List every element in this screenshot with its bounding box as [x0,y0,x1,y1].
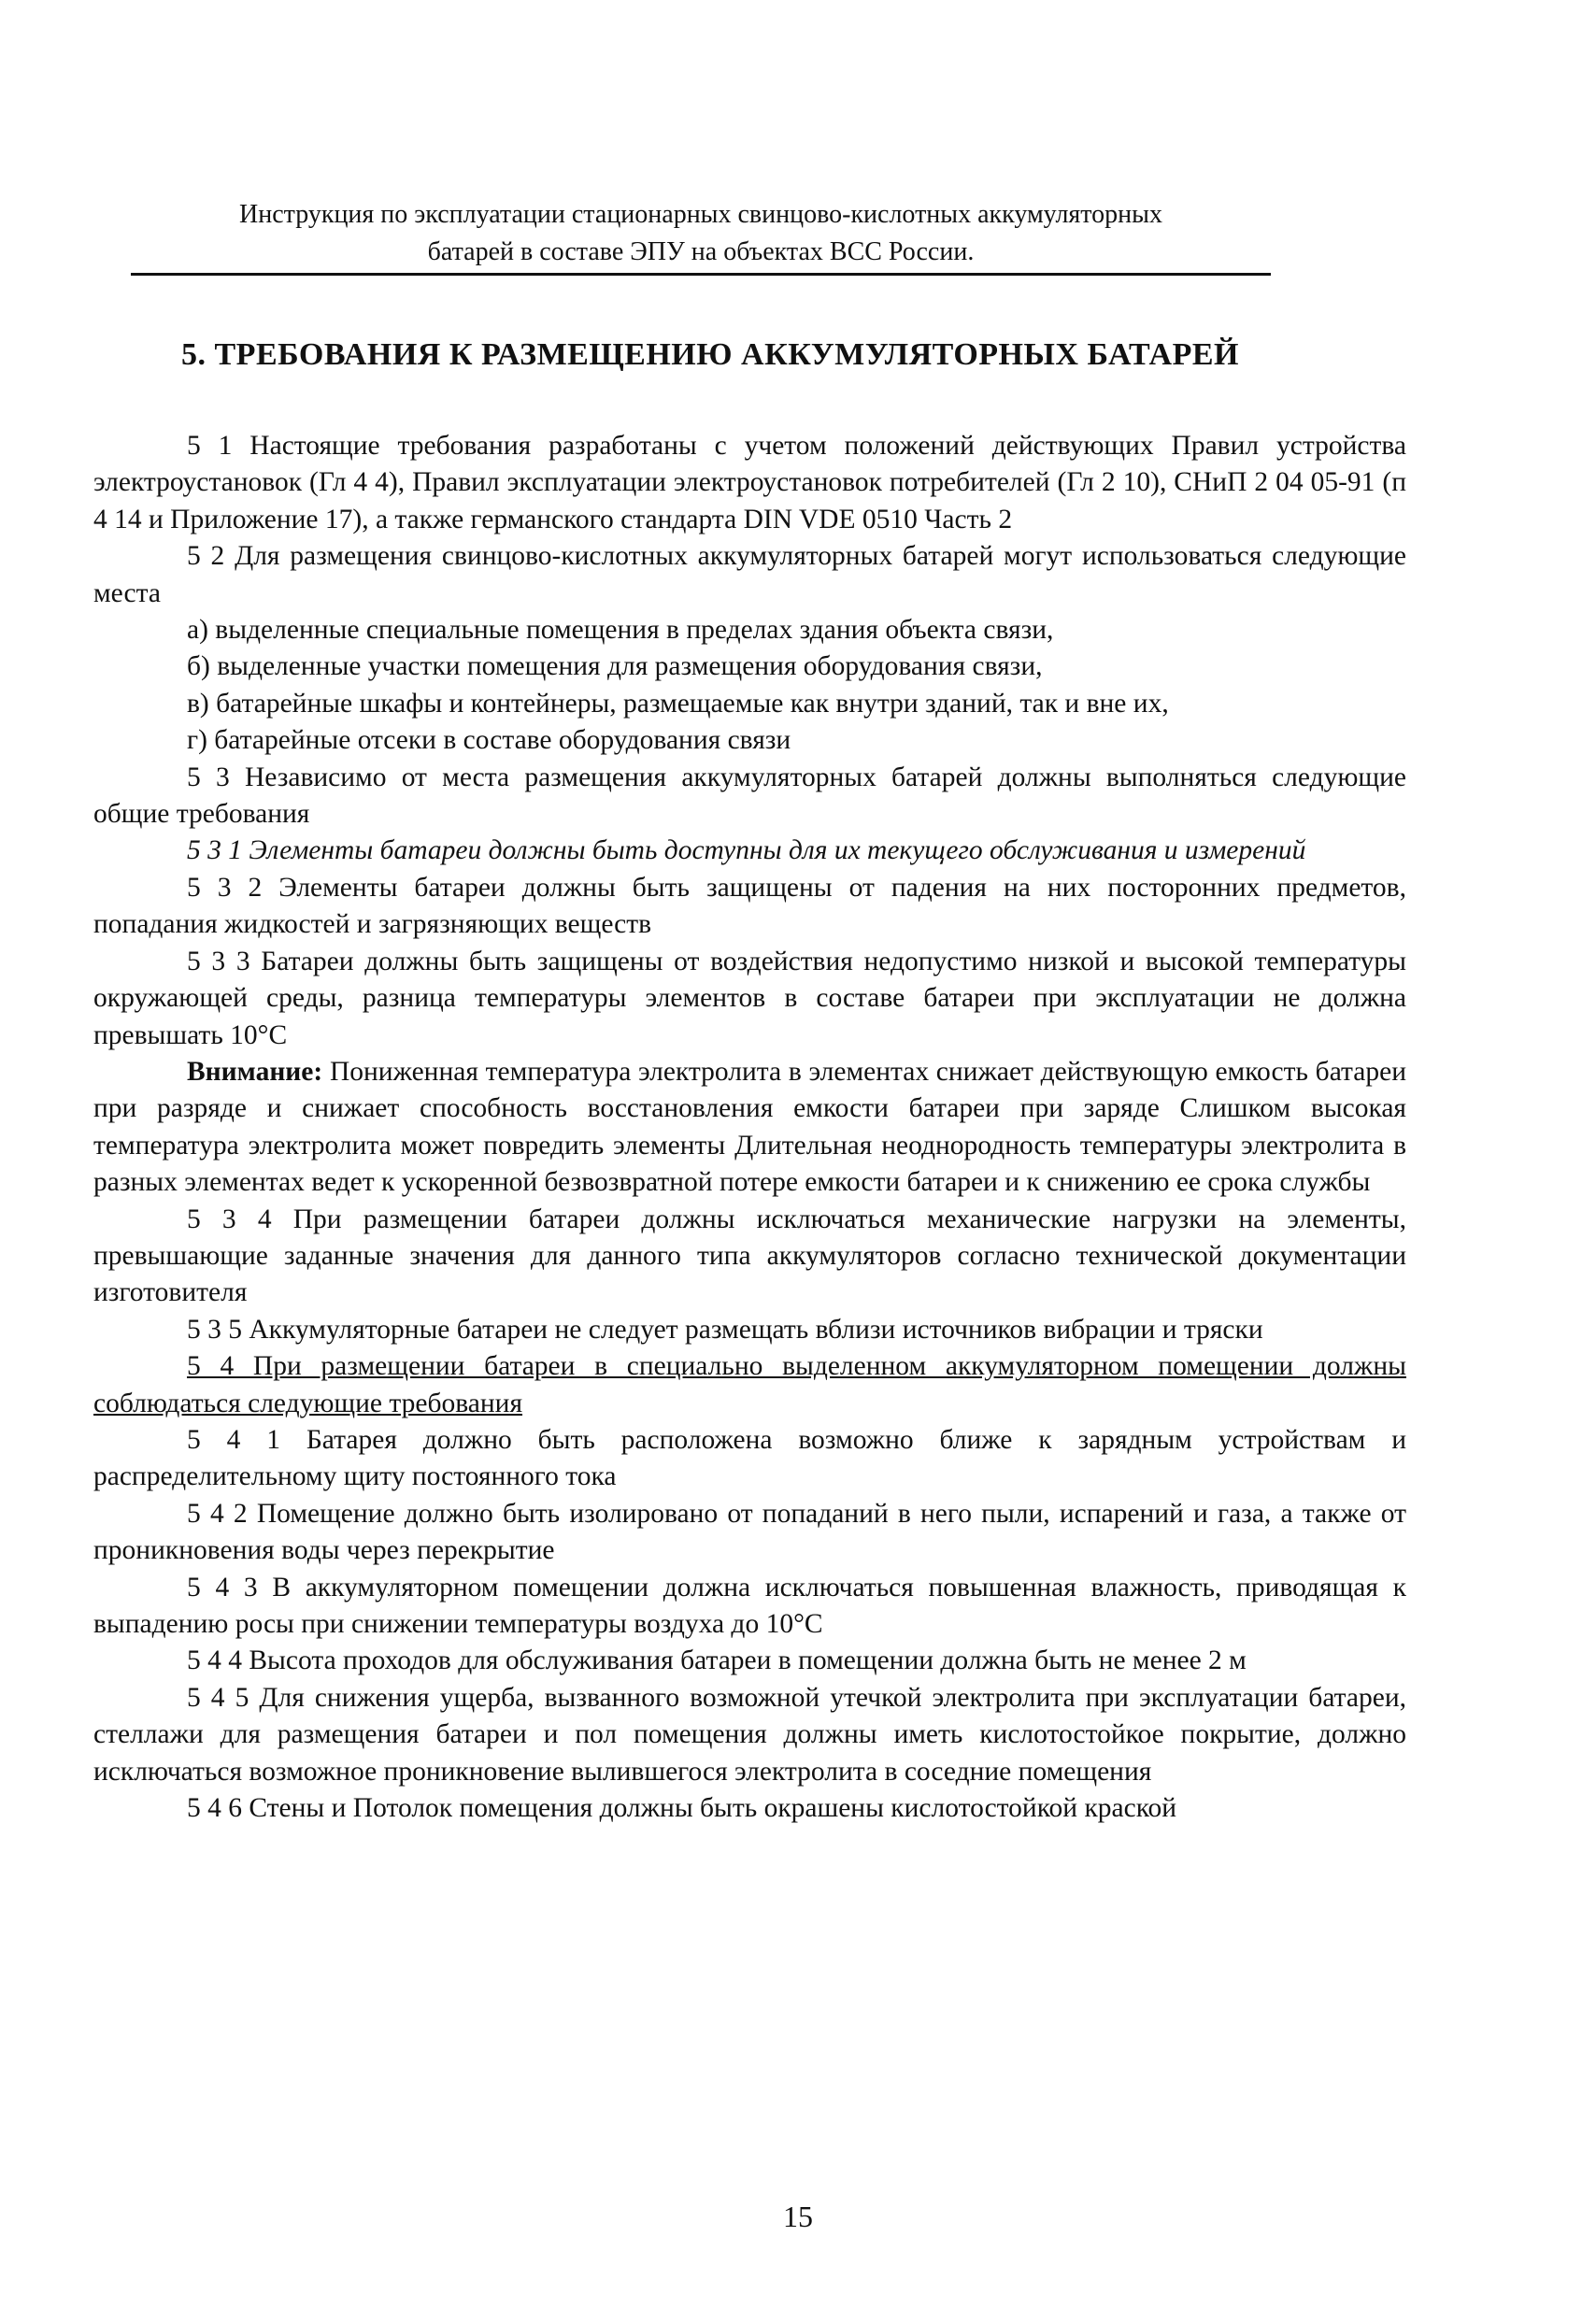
running-header-line-2: батарей в составе ЭПУ на объектах ВСС России. [427,237,975,266]
paragraph-5-4-5: 5 4 5 Для снижения ущерба, вызванного возможной утечкой электролита при эксплуатации батареи, стеллажи для размещения батареи и пол помещения должны иметь кислотостойкое покрытие, должно исключаться возможное проникновение вылившегося электролита в соседние помещения [93,1682,1406,1787]
paragraph-5-4-3: 5 4 3 В аккумуляторном помещении должна исключаться повышенная влажность, приводящая к выпадению росы при снижении температуры воздуха до 10°С [93,1572,1406,1639]
attention-text: Пониженная температура электролита в элементах снижает действующую емкость батареи при разряде и снижает способность восстановления емкости батареи при заряде Слишком высокая температура электролита может повредить элементы Длительная неоднородность температуры электролита в разных элементах ведет к ускоренной безвозвратной потере емкости батареи и к снижению ее срока службы [93,1056,1406,1198]
body-text [93,428,1406,1827]
paragraph-5-4-6: 5 4 6 Стены и Потолок помещения должны быть окрашены кислотостойкой краской [187,1793,1177,1824]
attention-paragraph [93,1054,1406,1202]
paragraph-5-3: 5 3 Независимо от места размещения аккумуляторных батарей должны выполняться следующие общие требования [93,762,1406,830]
attention-label: Внимание: [187,1056,323,1087]
section-title: 5. ТРЕБОВАНИЯ К РАЗМЕЩЕНИЮ АККУМУЛЯТОРНЫХ БАТАРЕЙ [181,337,1239,372]
list-item-b: б) выделенные участки помещения для размещения оборудования связи, [187,651,1043,682]
running-header-line-1: Инструкция по эксплуатации стационарных свинцово-кислотных аккумуляторных [239,200,1162,229]
paragraph-5-4-4: 5 4 4 Высота проходов для обслуживания батареи в помещении должна быть не менее 2 м [187,1645,1247,1676]
paragraph-5-4-1: 5 4 1 Батарея должно быть расположена возможно ближе к зарядным устройствам и распределительному щиту постоянного тока [93,1424,1406,1492]
page-number: 15 [783,2200,813,2233]
list-item-g: г) батарейные отсеки в составе оборудования связи [187,725,791,756]
paragraph-5-2: 5 2 Для размещения свинцово-кислотных аккумуляторных батарей могут использоваться следующие места [93,541,1406,608]
paragraph-5-4: 5 4 При размещении батареи в специально выделенном аккумуляторном помещении должны соблюдаться следующие требования [93,1351,1406,1418]
paragraph-5-4-2: 5 4 2 Помещение должно быть изолировано от попаданий в него пыли, испарений и газа, а также от проникновения воды через перекрытие [93,1498,1406,1566]
list-item-a: а) выделенные специальные помещения в пределах здания объекта связи, [187,615,1054,646]
running-header [131,196,1271,271]
paragraph-5-3-5: 5 3 5 Аккумуляторные батареи не следует размещать вблизи источников вибрации и тряски [187,1314,1263,1345]
paragraph-5-3-4: 5 3 4 При размещении батареи должны исключаться механические нагрузки на элементы, превышающие заданные значения для данного типа аккумуляторов согласно технической документации изготовителя [93,1204,1406,1308]
paragraph-5-1: 5 1 Настоящие требования разработаны с учетом положений действующих Правил устройства электроустановок (Гл 4 4), Правил эксплуатации электроустановок потребителей (Гл 2 10), СНиП 2 04 05-91 (п 4 14 и Приложение 17), а также германского стандарта DIN VDE 0510 Часть 2 [93,431,1406,534]
paragraph-5-3-3: 5 3 3 Батареи должны быть защищены от воздействия недопустимо низкой и высокой температуры окружающей среды, разница температуры элементов в составе батареи при эксплуатации не должна превышать 10°С [93,946,1406,1050]
list-item-v: в) батарейные шкафы и контейнеры, размещаемые как внутри зданий, так и вне их, [187,688,1169,719]
paragraph-5-3-1: 5 3 1 Элементы батареи должны быть доступны для их текущего обслуживания и измерений [187,835,1306,866]
paragraph-5-3-2: 5 3 2 Элементы батареи должны быть защищены от падения на них посторонних предметов, попадания жидкостей и загрязняющих веществ [93,872,1406,940]
header-divider [131,273,1271,276]
